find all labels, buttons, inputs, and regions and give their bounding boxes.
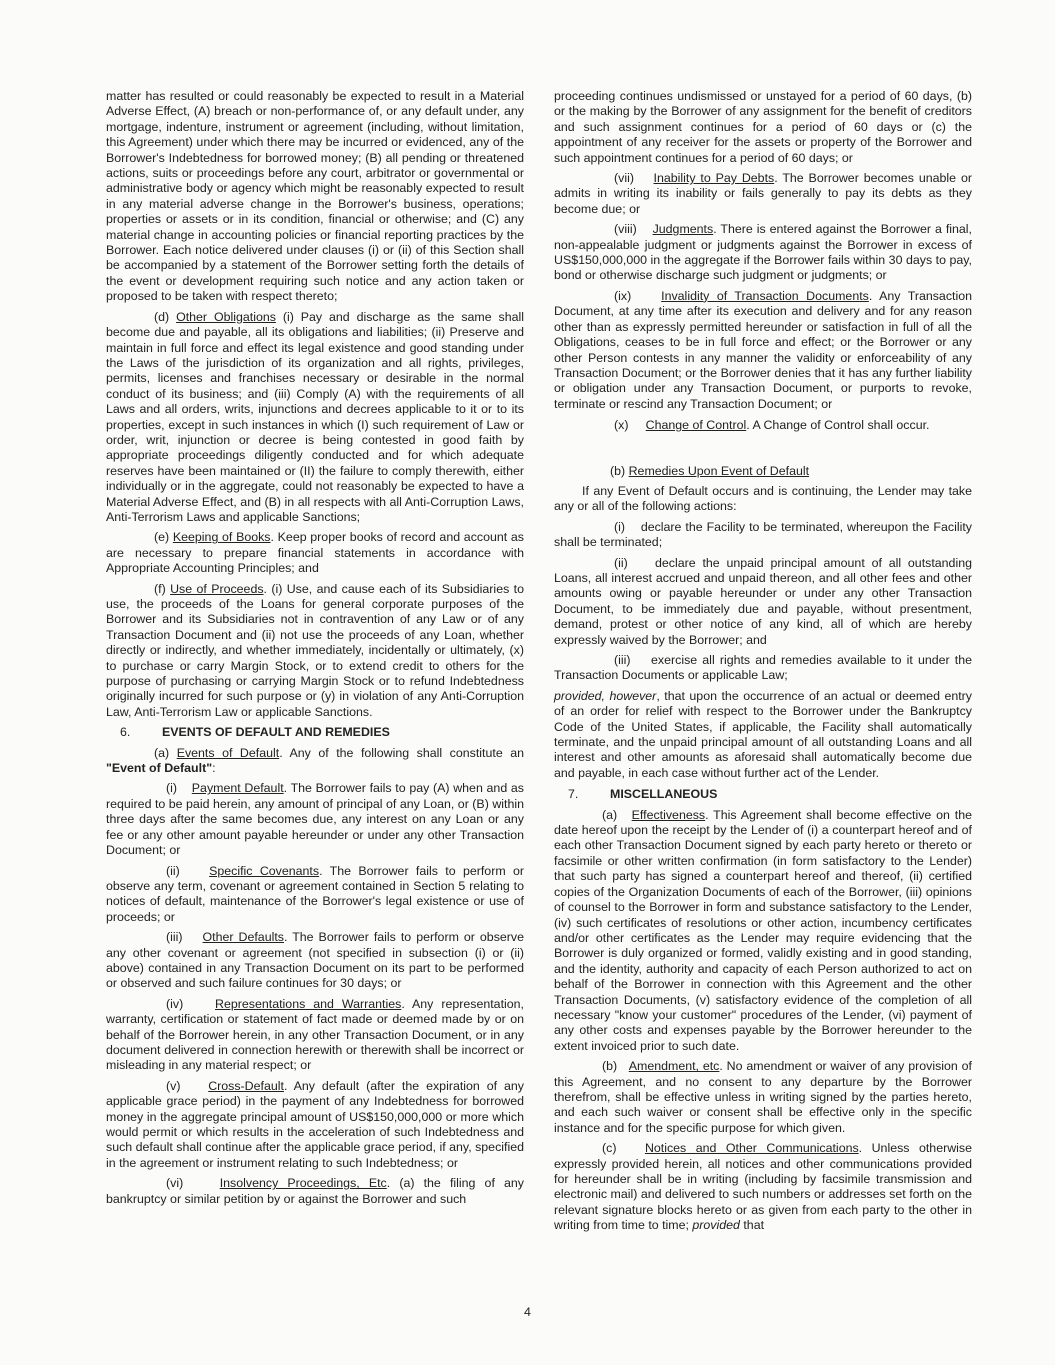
default-vii-inability-to-pay: (vii) Inability to Pay Debts. The Borrower becomes unable or admits in writing its inability or fails generally to pay its debts as they become due; or [554,171,972,216]
remedy-iii: (iii) exercise all rights and remedies available to it under the Transaction Documents or applicable Law; [554,653,972,683]
default-iv-representations: (iv) Representations and Warranties. Any representation, warranty, certification or statement of fact made or deemed made by or on behalf of the Borrower herein, in any other Transaction Document, or in any document delivered in connection herewith or therewith shall be incorrect or misleading in any material respect; or [106,996,524,1073]
clause-b-amendment: (b) Amendment, etc. No amendment or waiver of any provision of this Agreement, and no consent to any departure by the Borrower therefrom, shall be effective unless in writing signed by the parties hereto, and each such waiver or consent shall be effective only in the specific instance and for the specific purpose for which given. [554,1059,972,1135]
default-ix-invalidity: (ix) Invalidity of Transaction Documents. Any Transaction Document, at any time after its execution and delivery and for any reason other than as expressly permitted hereunder or satisfaction in full of all the Obligations, ceases to be in full force and effect; or the Borrower or any other Person contests in any manner the validity or enforceability of any Transaction Document; or the Borrower denies that it has any further liability or obligation under any Transaction Document, or purports to revoke, terminate or rescind any Transaction Document; or [554,288,972,411]
default-viii-judgments: (viii) Judgments. There is entered against the Borrower a final, non-appealable judgment or judgments against the Borrower in excess of US$150,000,000 in the aggregate if the Borrower fails within 30 days to pay, bond or otherwise discharge such judgment or judgments; or [554,222,972,283]
proviso-paragraph: provided, however, that upon the occurrence of an actual or deemed entry of an order for relief with respect to the Borrower under the Bankruptcy Code of the United States, if applicable, the Facility shall automatically terminate, and the unpaid principal amount of all outstanding Loans and all interest and other amounts as aforesaid shall automatically become due and payable, in each case without further act of the Lender. [554,688,973,780]
clause-f-use-of-proceeds: (f) Use of Proceeds. (i) Use, and cause each of its Subsidiaries to use, the proceeds of the Loans for general corporate purposes of the Borrower and its Subsidiaries not in contravention of any Law or of any Transaction Document and (ii) not use the proceeds of any Loan, whether directly or indirectly, and whether immediately, incidentally or ultimately, (x) to purchase or carry Margin Stock, or to extend credit to others for the purpose of purchasing or carrying Margin Stock or to refund Indebtedness originally incurred for such purpose or (y) in violation of any Anti-Corruption Law, Anti-Terrorism Law or applicable Sanctions. [106,581,524,719]
page-number: 4 [524,1305,531,1319]
default-v-cross-default: (v) Cross-Default. Any default (after the expiration of any applicable grace period) in the payment of any Indebtedness for borrowed money in the aggregate principal amount of US$150,000,000 or more which would permit or which results in the acceleration of such Indebtedness and such default shall continue after the applicable grace period, if any, specified in the agreement or instrument relating to such Indebtedness; or [106,1078,524,1170]
default-ii-specific-covenants: (ii) Specific Covenants. The Borrower fails to perform or observe any term, covenant or agreement contained in Section 5 relating to notices of default, maintenance of the Borrower's legal existence or use of proceeds; or [106,863,524,924]
clause-d-other-obligations: (d) Other Obligations (i) Pay and discharge as the same shall become due and payable, all its obligations and liabilities; (ii) Preserve and maintain in full force and effect its legal existence and good standing under the Laws of the jurisdiction of its organization and all rights, privileges, permits, licenses and franchises necessary or desirable in the normal conduct of its business; and (iii) Comply (A) with the requirements of all Laws and all orders, writs, injunctions and decrees applicable to it or to its properties, except in such instances in which (I) such requirement of Law or order, writ, injunction or decree is being contested in good faith by appropriate proceedings diligently conducted and for which adequate reserves have been maintained or (II) the failure to comply therewith, either individually or in the aggregate, could not reasonably be expected to have a Material Adverse Effect, and (B) in all respects with all Anti-Corruption Laws, Anti-Terrorism Laws and applicable Sanctions; [106,309,525,524]
remedy-ii: (ii) declare the unpaid principal amount of all outstanding Loans, all interest accrued and unpaid thereon, and all other fees and other amounts owing or payable hereunder or under any other Transaction Document, to be immediately due and payable, without presentment, demand, protest or other notice of any kind, all of which are hereby expressly waived by the Borrower; and [554,555,972,647]
section-7-heading: 7. MISCELLANEOUS [568,787,718,802]
section-6-heading: 6. EVENTS OF DEFAULT AND REMEDIES [120,725,390,740]
default-i-payment: (i) Payment Default. The Borrower fails to pay (A) when and as required to be paid herein, any amount of principal of any Loan, or (B) within three days after the same becomes due, any interest on any Loan or any fee or any other amount payable hereunder or under any other Transaction Document; or [106,781,524,858]
left-column [106,89,524,1212]
default-iii-other-defaults: (iii) Other Defaults. The Borrower fails to perform or observe any other covenant or agreement (not specified in subsection (i) or (ii) above) contained in any Transaction Document on its part to be performed or observed and such failure continues for 30 days; or [106,930,524,991]
remedy-i: (i) declare the Facility to be terminated, whereupon the Facility shall be terminated; [554,519,972,550]
clause-c-notices: (c) Notices and Other Communications. Unless otherwise expressly provided herein, all notices and other communications provided for hereunder shall be in writing (including by facsimile transmission and electronic mail) and delivered to such numbers or addresses set forth on the relevant signature blocks hereto or as given from each party to the other in writing from time to time; provided that [554,1141,973,1233]
default-vi-insolvency: (vi) Insolvency Proceedings, Etc. (a) the filing of any bankruptcy or similar petition by or against the Borrower and such [106,1176,524,1206]
clause-e-keeping-of-books: (e) Keeping of Books. Keep proper books of record and account as are necessary to prepare financial statements in accordance with Appropriate Accounting Principles; and [106,530,524,576]
paragraph-continuation: matter has resulted or could reasonably be expected to result in a Material Adverse Effect, (A) breach or non-performance of, or any default under, any mortgage, indenture, instrument or agreement (including, without limitation, this Agreement) under which there may be incurred or evidenced, any of the Borrower's Indebtedness for borrowed money; (B) all pending or threatened actions, suits or proceedings before any court, arbitrator or governmental or administrative body or agency which might be reasonably expected to result in any material adverse change in the Borrower's business, operations; properties or assets or in its condition, financial or otherwise; and (C) any material change in accounting policies or financial reporting practices by the Borrower. Each notice delivered under clauses (i) or (ii) of this Section shall be accompanied by a statement of the Borrower setting forth the details of the event or development requiring such notice and any action taken or proposed to be taken with respect thereto; [106,89,524,304]
default-x-change-of-control: (x) Change of Control. A Change of Control shall occur. [614,418,930,433]
remedies-heading: (b) Remedies Upon Event of Default [610,463,810,478]
clause-a-effectiveness: (a) Effectiveness. This Agreement shall become effective on the date hereof upon the receipt by the Lender of (i) a counterpart hereof and of each other Transaction Document signed by each party hereto or thereto or facsimile or other written confirmation (in form satisfactory to the Lender) that such party has signed a counterpart hereof and thereof, (ii) certified copies of the Organization Documents of each of the Borrower, (iii) opinions of counsel to the Borrower in form and substance satisfactory to the Lender, (iv) such certificates of resolutions or other action, incumbency certificates and/or other certificates as the Lender may require evidencing that the Borrower is duly organized or formed, validly existing and in good standing, and the identity, authority and capacity of each Person authorized to act on behalf of the Borrower in connection with this Agreement and the other Transaction Documents, (v) satisfactory evidence of the completion of all necessary "know your customer" procedures of the Lender, (vi) payment of any other costs and expenses payable by the Borrower hereunder to the extent invoiced prior to such date. [554,807,972,1053]
paragraph-continuation-right: proceeding continues undismissed or unstayed for a period of 60 days, (b) or the making by the Borrower of any assignment for the benefit of creditors and such assignment continues for a period of 60 days or (c) the appointment of any receiver for the assets or property of the Borrower and such appointment continues for a period of 60 days; or [554,89,972,165]
right-column [554,89,972,1239]
remedies-intro: If any Event of Default occurs and is continuing, the Lender may take any or all of the following actions: [554,483,972,514]
clause-a-events-of-default: (a) Events of Default. Any of the following shall constitute an "Event of Default": [106,745,525,776]
